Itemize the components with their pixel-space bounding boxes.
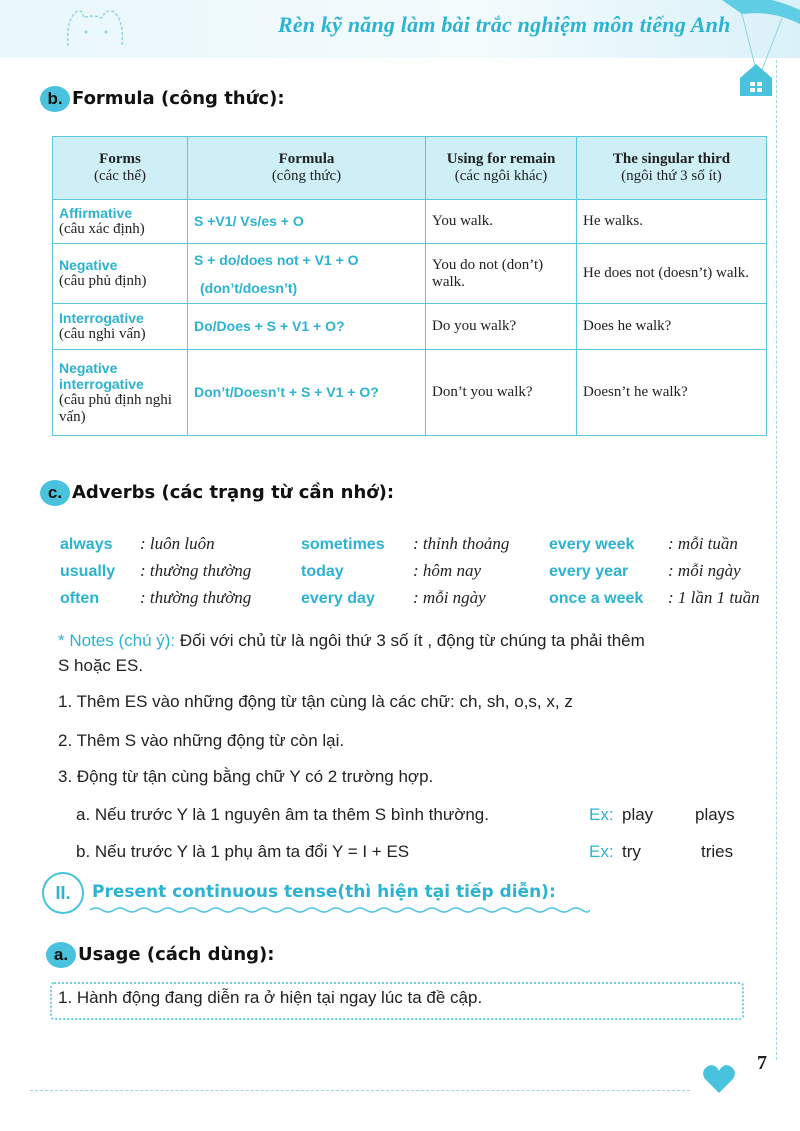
rule-3a-ex-label: Ex:: [589, 805, 614, 824]
section-c-badge: c.: [40, 480, 70, 506]
adverb-item: always: [60, 536, 113, 553]
formula-cell: Don’t/Doesn’t + S + V1 + O?: [188, 350, 426, 436]
section-b-title: Formula (công thức):: [72, 88, 285, 109]
bunny-doodle-icon: [62, 6, 130, 48]
table-row: [53, 244, 767, 304]
section-2-title: Present continuous tense(thì hiện tại tiếp diễn):: [92, 882, 556, 902]
section-a-badge: a.: [46, 942, 76, 968]
rule-3a-result: plays: [695, 805, 735, 824]
section-a-heading: [46, 942, 274, 968]
usage-item-1: 1. Hành động đang diễn ra ở hiện tại ngay lúc ta đề cập.: [58, 988, 483, 1007]
table-header-cell: Formula (công thức): [188, 137, 426, 200]
rule-1: 1. Thêm ES vào những động từ tận cùng là các chữ: ch, sh, o,s, x, z: [58, 692, 573, 711]
adverb-meaning: : luôn luôn: [140, 534, 215, 553]
rule-3b: b. Nếu trước Y là 1 phụ âm ta đổi Y = I + ES: [76, 842, 410, 861]
header-title: Rèn kỹ năng làm bài trắc nghiệm môn tiếng Anh: [278, 12, 731, 37]
margin-dash-bottom: [30, 1090, 690, 1091]
rule-2: 2. Thêm S vào những động từ còn lại.: [58, 731, 345, 750]
notes-line-1: [58, 631, 778, 651]
formula-cell: S +V1/ Vs/es + O: [188, 200, 426, 244]
third-cell: He walks.: [577, 200, 767, 244]
wavy-underline: [90, 906, 590, 914]
notes-heading: * Notes (chú ý):: [58, 631, 176, 650]
rule-3a: a. Nếu trước Y là 1 nguyên âm ta thêm S bình thường.: [76, 805, 489, 824]
notes-line-2: S hoặc ES.: [58, 656, 144, 675]
formula-cell: S + do/does not + V1 + O (don’t/doesn’t): [188, 244, 426, 304]
adverb-item: every year: [549, 563, 629, 580]
rule-3b-word: try: [622, 842, 641, 861]
form-cell: Affirmative (câu xác định): [53, 200, 188, 244]
section-b-heading: [40, 86, 285, 112]
section-b-badge: b.: [40, 86, 70, 112]
remain-cell: You do not (don’t) walk.: [426, 244, 577, 304]
table-header-cell: The singular third (ngôi thứ 3 số ít): [577, 137, 767, 200]
third-cell: He does not (doesn’t) walk.: [577, 244, 767, 304]
table-row: [53, 350, 767, 436]
rule-3b-ex-label: Ex:: [589, 842, 614, 861]
adverb-item: today: [301, 563, 344, 580]
table-header-row: [53, 137, 767, 200]
adverb-item: often: [60, 590, 100, 607]
section-c-title: Adverbs (các trạng từ cần nhớ):: [72, 482, 395, 503]
section-c-heading: [40, 480, 394, 506]
notes-intro: Đối với chủ từ là ngôi thứ 3 số ít , động từ chúng ta phải thêm: [179, 631, 645, 650]
adverb-item: every day: [301, 590, 375, 607]
adverb-meaning: : thỉnh thoảng: [413, 534, 510, 553]
form-cell: Negative interrogative (câu phủ định nghi vấn): [53, 350, 188, 436]
adverb-meaning: : hôm nay: [413, 561, 481, 580]
form-cell: Negative (câu phủ định): [53, 244, 188, 304]
adverb-meaning: : mỗi ngày: [413, 588, 486, 607]
adverb-meaning: : thường thường: [140, 561, 252, 580]
section-a-title: Usage (cách dùng):: [78, 944, 275, 965]
table-header-cell: Forms (các thể): [53, 137, 188, 200]
table-header-cell: Using for remain (các ngôi khác): [426, 137, 577, 200]
adverb-item: every week: [549, 536, 635, 553]
remain-cell: Do you walk?: [426, 304, 577, 350]
formula-cell: Do/Does + S + V1 + O?: [188, 304, 426, 350]
remain-cell: You walk.: [426, 200, 577, 244]
form-cell: Interrogative (câu nghi vấn): [53, 304, 188, 350]
table-row: [53, 200, 767, 244]
adverb-meaning: : 1 lần 1 tuần: [668, 588, 760, 607]
adverb-item: usually: [60, 563, 116, 580]
adverb-item: once a week: [549, 590, 644, 607]
rule-3a-word: play: [622, 805, 654, 824]
formula-table: [52, 136, 767, 436]
remain-cell: Don’t you walk?: [426, 350, 577, 436]
adverb-meaning: : mỗi tuần: [668, 534, 738, 553]
third-cell: Does he walk?: [577, 304, 767, 350]
margin-dash-right: [776, 60, 777, 1060]
adverb-item: sometimes: [301, 536, 385, 553]
house-umbrella-icon: [712, 0, 800, 100]
rule-3b-result: tries: [701, 842, 734, 861]
section-2-badge: II.: [42, 872, 84, 914]
adverb-meaning: : thường thường: [140, 588, 252, 607]
table-row: [53, 304, 767, 350]
page-number: 7: [757, 1052, 767, 1074]
heart-icon: [702, 1063, 736, 1095]
rule-3: 3. Động từ tận cùng bằng chữ Y có 2 trường hợp.: [58, 767, 434, 786]
adverb-meaning: : mỗi ngày: [668, 561, 741, 580]
third-cell: Doesn’t he walk?: [577, 350, 767, 436]
